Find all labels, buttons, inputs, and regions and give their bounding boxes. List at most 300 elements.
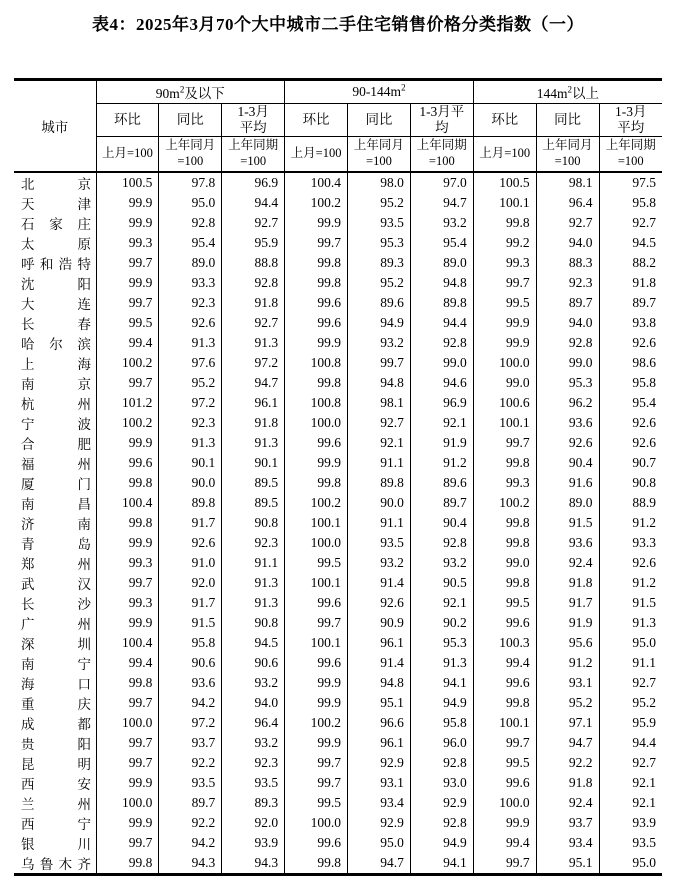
- index-value: 94.9: [410, 693, 473, 713]
- index-value: 91.9: [410, 433, 473, 453]
- index-value: 91.2: [599, 573, 662, 593]
- index-value: 92.2: [159, 753, 222, 773]
- index-value: 99.7: [96, 833, 159, 853]
- index-value: 95.2: [348, 193, 411, 213]
- index-value: 99.7: [285, 233, 348, 253]
- index-value: 96.4: [536, 193, 599, 213]
- group-header-90-144: $90-144m^2$: [285, 80, 474, 104]
- index-value: 92.8: [222, 273, 285, 293]
- index-value: 93.9: [222, 833, 285, 853]
- index-value: 99.9: [96, 773, 159, 793]
- city-cell: [14, 713, 96, 733]
- index-value: 100.4: [96, 633, 159, 653]
- index-value: 94.7: [536, 733, 599, 753]
- city-cell: [14, 593, 96, 613]
- index-value: 91.3: [222, 333, 285, 353]
- table-row: [14, 253, 662, 273]
- index-value: 95.3: [536, 373, 599, 393]
- index-value: 96.9: [222, 172, 285, 193]
- index-value: 89.0: [410, 253, 473, 273]
- index-value: 99.8: [285, 373, 348, 393]
- city-cell: [14, 273, 96, 293]
- index-value: 90.0: [348, 493, 411, 513]
- index-value: 91.9: [536, 613, 599, 633]
- index-value: 93.5: [222, 773, 285, 793]
- table-row: [14, 753, 662, 773]
- index-value: 99.8: [473, 213, 536, 233]
- index-value: 99.5: [473, 293, 536, 313]
- city-cell: [14, 473, 96, 493]
- index-value: 100.0: [285, 413, 348, 433]
- index-value: 99.9: [285, 733, 348, 753]
- index-value: 100.5: [96, 172, 159, 193]
- index-value: 94.4: [599, 733, 662, 753]
- city-cell: [14, 553, 96, 573]
- index-value: 94.1: [410, 673, 473, 693]
- index-value: 92.8: [410, 753, 473, 773]
- index-value: 95.9: [222, 233, 285, 253]
- index-value: 95.2: [348, 273, 411, 293]
- index-value: 90.4: [410, 513, 473, 533]
- city-name: 昆明: [21, 757, 91, 772]
- index-value: 93.2: [410, 213, 473, 233]
- index-value: 92.6: [599, 333, 662, 353]
- index-value: 100.0: [96, 713, 159, 733]
- index-value: 95.2: [159, 373, 222, 393]
- superscript-2: 2: [401, 82, 406, 93]
- index-value: 94.9: [348, 313, 411, 333]
- index-value: 97.5: [599, 172, 662, 193]
- index-value: 99.8: [96, 513, 159, 533]
- city-name: 武汉: [21, 577, 91, 592]
- index-value: 99.6: [285, 653, 348, 673]
- index-value: 92.6: [159, 533, 222, 553]
- price-index-table: [14, 78, 662, 876]
- index-value: 94.5: [222, 633, 285, 653]
- index-value: 100.4: [285, 172, 348, 193]
- index-value: 92.4: [536, 793, 599, 813]
- table-row: [14, 593, 662, 613]
- index-value: 88.2: [599, 253, 662, 273]
- superscript-2: 2: [179, 84, 185, 95]
- index-value: 99.6: [473, 613, 536, 633]
- index-value: 92.7: [536, 213, 599, 233]
- table-header: [14, 80, 662, 173]
- city-cell: [14, 193, 96, 213]
- index-value: 99.7: [96, 373, 159, 393]
- index-value: 90.9: [348, 613, 411, 633]
- city-name: 成都: [21, 717, 91, 732]
- index-value: 89.8: [159, 493, 222, 513]
- index-value: 99.7: [96, 253, 159, 273]
- city-name: 福州: [21, 457, 91, 472]
- index-value: 91.7: [159, 513, 222, 533]
- table-row: [14, 553, 662, 573]
- index-value: 92.4: [536, 553, 599, 573]
- index-value: 99.4: [96, 653, 159, 673]
- index-value: 97.8: [159, 172, 222, 193]
- city-cell: [14, 253, 96, 273]
- city-name: 贵阳: [21, 737, 91, 752]
- index-value: 90.1: [159, 453, 222, 473]
- index-value: 91.8: [536, 773, 599, 793]
- index-value: 101.2: [96, 393, 159, 413]
- index-value: 99.6: [285, 593, 348, 613]
- table-row: [14, 833, 662, 853]
- index-value: 91.1: [599, 653, 662, 673]
- index-value: 95.3: [410, 633, 473, 653]
- index-value: 91.8: [536, 573, 599, 593]
- index-value: 100.2: [96, 353, 159, 373]
- city-name: 西安: [21, 777, 91, 792]
- index-value: 95.3: [348, 233, 411, 253]
- index-value: 93.7: [159, 733, 222, 753]
- index-value: 92.8: [410, 813, 473, 833]
- base-header-same-period-last-year: 上年同期 =100: [599, 137, 662, 173]
- index-value: 91.5: [159, 613, 222, 633]
- index-value: 93.5: [159, 773, 222, 793]
- index-value: 93.2: [222, 673, 285, 693]
- city-cell: [14, 653, 96, 673]
- index-value: 99.8: [473, 513, 536, 533]
- index-value: 98.1: [536, 172, 599, 193]
- table-row: [14, 213, 662, 233]
- index-value: 94.4: [222, 193, 285, 213]
- table-row: [14, 313, 662, 333]
- base-header-prev-month: 上月=100: [96, 137, 159, 173]
- index-value: 93.3: [599, 533, 662, 553]
- table-row: [14, 453, 662, 473]
- index-value: 100.0: [285, 813, 348, 833]
- index-value: 91.3: [222, 433, 285, 453]
- index-value: 94.2: [159, 693, 222, 713]
- metric-header-yoy: 同比: [159, 104, 222, 137]
- table-row: [14, 633, 662, 653]
- index-value: 99.9: [473, 813, 536, 833]
- index-value: 88.3: [536, 253, 599, 273]
- city-cell: [14, 293, 96, 313]
- table-row: [14, 813, 662, 833]
- base-header-same-period-last-year: 上年同期 =100: [222, 137, 285, 173]
- table-row: [14, 172, 662, 193]
- index-value: 95.0: [159, 193, 222, 213]
- table-row: [14, 273, 662, 293]
- index-value: 97.2: [159, 713, 222, 733]
- index-value: 91.3: [159, 333, 222, 353]
- index-value: 88.8: [222, 253, 285, 273]
- index-value: 100.1: [285, 633, 348, 653]
- city-name: 太原: [21, 237, 91, 252]
- metric-header-mom: 环比: [285, 104, 348, 137]
- index-value: 90.8: [222, 513, 285, 533]
- index-value: 99.7: [285, 613, 348, 633]
- index-value: 99.8: [96, 473, 159, 493]
- index-value: 91.2: [410, 453, 473, 473]
- index-value: 92.2: [536, 753, 599, 773]
- index-value: 99.3: [473, 253, 536, 273]
- index-value: 93.1: [348, 773, 411, 793]
- city-name: 沈阳: [21, 277, 91, 292]
- city-cell: [14, 213, 96, 233]
- index-value: 100.2: [473, 493, 536, 513]
- city-cell: [14, 493, 96, 513]
- index-value: 99.7: [96, 733, 159, 753]
- city-name: 厦门: [21, 477, 91, 492]
- index-value: 92.9: [348, 813, 411, 833]
- city-cell: [14, 513, 96, 533]
- index-value: 97.6: [159, 353, 222, 373]
- index-value: 100.2: [96, 413, 159, 433]
- index-value: 99.6: [285, 833, 348, 853]
- index-value: 94.5: [599, 233, 662, 253]
- index-value: 94.2: [159, 833, 222, 853]
- index-value: 99.3: [473, 473, 536, 493]
- table-row: [14, 713, 662, 733]
- table-row: [14, 433, 662, 453]
- index-value: 91.8: [222, 413, 285, 433]
- index-value: 93.3: [159, 273, 222, 293]
- index-value: 99.0: [473, 373, 536, 393]
- city-cell: [14, 233, 96, 253]
- index-value: 99.8: [96, 853, 159, 875]
- index-value: 94.8: [410, 273, 473, 293]
- index-value: 92.1: [410, 593, 473, 613]
- index-value: 98.0: [348, 172, 411, 193]
- city-cell: [14, 813, 96, 833]
- city-cell: [14, 773, 96, 793]
- index-value: 99.6: [473, 773, 536, 793]
- city-name: 南宁: [21, 657, 91, 672]
- index-value: 93.6: [159, 673, 222, 693]
- city-cell: [14, 673, 96, 693]
- city-name: 石家庄: [21, 217, 91, 232]
- index-value: 100.0: [473, 793, 536, 813]
- index-value: 99.0: [536, 353, 599, 373]
- table-row: [14, 193, 662, 213]
- index-value: 95.1: [536, 853, 599, 875]
- index-value: 93.2: [410, 553, 473, 573]
- index-value: 92.1: [348, 433, 411, 453]
- index-value: 89.3: [348, 253, 411, 273]
- city-cell: [14, 313, 96, 333]
- index-value: 95.4: [410, 233, 473, 253]
- city-cell: [14, 353, 96, 373]
- index-value: 100.6: [473, 393, 536, 413]
- index-value: 92.6: [536, 433, 599, 453]
- index-value: 92.0: [222, 813, 285, 833]
- metric-header-mom: 环比: [473, 104, 536, 137]
- index-value: 99.9: [96, 213, 159, 233]
- index-value: 92.8: [410, 333, 473, 353]
- city-name: 长沙: [21, 597, 91, 612]
- index-value: 89.6: [348, 293, 411, 313]
- index-value: 93.9: [599, 813, 662, 833]
- index-value: 91.3: [599, 613, 662, 633]
- metric-header-mom: 环比: [96, 104, 159, 137]
- index-value: 99.0: [410, 353, 473, 373]
- table-row: [14, 733, 662, 753]
- index-value: 91.3: [222, 573, 285, 593]
- index-value: 92.6: [599, 433, 662, 453]
- city-cell: [14, 853, 96, 875]
- index-value: 99.9: [96, 613, 159, 633]
- index-value: 95.6: [536, 633, 599, 653]
- index-value: 92.3: [536, 273, 599, 293]
- index-value: 96.6: [348, 713, 411, 733]
- index-value: 91.8: [599, 273, 662, 293]
- index-value: 100.1: [285, 513, 348, 533]
- index-value: 99.9: [96, 273, 159, 293]
- index-value: 95.8: [599, 193, 662, 213]
- city-cell: [14, 733, 96, 753]
- index-value: 99.8: [473, 453, 536, 473]
- index-value: 89.7: [536, 293, 599, 313]
- index-value: 99.9: [96, 433, 159, 453]
- city-name: 呼和浩特: [21, 257, 91, 272]
- table-row: [14, 293, 662, 313]
- table-row: [14, 573, 662, 593]
- table-row: [14, 773, 662, 793]
- index-value: 99.9: [96, 813, 159, 833]
- index-value: 95.9: [599, 713, 662, 733]
- index-value: 99.5: [285, 553, 348, 573]
- index-value: 89.8: [410, 293, 473, 313]
- index-value: 99.4: [473, 833, 536, 853]
- index-value: 99.9: [285, 673, 348, 693]
- index-value: 96.2: [536, 393, 599, 413]
- table-row: [14, 533, 662, 553]
- city-column-header: [14, 80, 96, 173]
- metric-header-avg: 1-3月 平均: [222, 104, 285, 137]
- index-value: 93.5: [348, 213, 411, 233]
- city-cell: [14, 373, 96, 393]
- city-cell: [14, 393, 96, 413]
- index-value: 94.6: [410, 373, 473, 393]
- index-value: 92.9: [348, 753, 411, 773]
- index-value: 93.8: [599, 313, 662, 333]
- index-value: 97.1: [536, 713, 599, 733]
- index-value: 92.8: [536, 333, 599, 353]
- index-value: 97.0: [410, 172, 473, 193]
- index-value: 99.8: [473, 573, 536, 593]
- index-value: 94.4: [410, 313, 473, 333]
- index-value: 91.4: [348, 573, 411, 593]
- index-value: 94.0: [536, 313, 599, 333]
- superscript-2: 2: [567, 84, 572, 95]
- index-value: 92.7: [599, 213, 662, 233]
- index-value: 100.4: [96, 493, 159, 513]
- index-value: 94.9: [410, 833, 473, 853]
- index-value: 99.9: [473, 333, 536, 353]
- table-row: [14, 653, 662, 673]
- index-value: 99.9: [285, 693, 348, 713]
- index-value: 99.6: [96, 453, 159, 473]
- index-value: 92.6: [599, 553, 662, 573]
- index-value: 92.6: [159, 313, 222, 333]
- index-value: 91.2: [599, 513, 662, 533]
- index-value: 99.5: [473, 753, 536, 773]
- index-value: 99.8: [285, 273, 348, 293]
- city-name: 上海: [21, 357, 91, 372]
- index-value: 93.6: [536, 413, 599, 433]
- index-value: 100.3: [473, 633, 536, 653]
- index-value: 90.1: [222, 453, 285, 473]
- index-value: 90.7: [599, 453, 662, 473]
- index-value: 92.7: [222, 213, 285, 233]
- index-value: 91.5: [599, 593, 662, 613]
- base-header-same-period-last-year: 上年同期 =100: [410, 137, 473, 173]
- index-value: 99.4: [473, 653, 536, 673]
- table-body: [14, 172, 662, 875]
- index-value: 92.3: [222, 533, 285, 553]
- index-value: 90.6: [159, 653, 222, 673]
- index-value: 92.2: [159, 813, 222, 833]
- city-name: 大连: [21, 297, 91, 312]
- index-value: 99.6: [473, 673, 536, 693]
- index-value: 95.1: [348, 693, 411, 713]
- index-value: 91.7: [536, 593, 599, 613]
- city-name: 青岛: [21, 537, 91, 552]
- index-value: 92.8: [410, 533, 473, 553]
- index-value: 91.0: [159, 553, 222, 573]
- index-value: 88.9: [599, 493, 662, 513]
- city-name: 深圳: [21, 637, 91, 652]
- index-value: 100.0: [285, 533, 348, 553]
- index-value: 92.1: [410, 413, 473, 433]
- table-row: [14, 513, 662, 533]
- index-value: 92.7: [599, 753, 662, 773]
- index-value: 93.5: [348, 533, 411, 553]
- city-cell: [14, 333, 96, 353]
- city-name: 北京: [21, 177, 91, 192]
- index-value: 92.7: [599, 673, 662, 693]
- index-value: 99.6: [285, 293, 348, 313]
- table-row: [14, 353, 662, 373]
- city-name: 杭州: [21, 397, 91, 412]
- index-value: 92.3: [222, 753, 285, 773]
- index-value: 100.1: [285, 573, 348, 593]
- index-value: 90.8: [599, 473, 662, 493]
- city-cell: [14, 533, 96, 553]
- index-value: 95.4: [159, 233, 222, 253]
- page: [0, 10, 676, 872]
- group-header-90-and-below: $90m^2$及以下: [96, 80, 285, 104]
- index-value: 99.9: [285, 333, 348, 353]
- index-value: 99.9: [285, 213, 348, 233]
- index-value: 95.0: [599, 853, 662, 875]
- index-value: 93.2: [222, 733, 285, 753]
- index-value: 92.1: [599, 773, 662, 793]
- metric-header-yoy: 同比: [536, 104, 599, 137]
- index-value: 92.3: [159, 293, 222, 313]
- index-value: 91.1: [348, 453, 411, 473]
- index-value: 93.1: [536, 673, 599, 693]
- index-value: 100.8: [285, 393, 348, 413]
- city-cell: [14, 573, 96, 593]
- city-name: 济南: [21, 517, 91, 532]
- index-value: 89.5: [222, 473, 285, 493]
- index-value: 92.1: [599, 793, 662, 813]
- index-value: 91.6: [536, 473, 599, 493]
- index-value: 92.9: [410, 793, 473, 813]
- base-header-same-month-last-year: 上年同月 =100: [536, 137, 599, 173]
- index-value: 97.2: [222, 353, 285, 373]
- index-value: 91.5: [536, 513, 599, 533]
- city-cell: [14, 453, 96, 473]
- index-value: 100.0: [96, 793, 159, 813]
- table-row: [14, 333, 662, 353]
- index-value: 89.7: [410, 493, 473, 513]
